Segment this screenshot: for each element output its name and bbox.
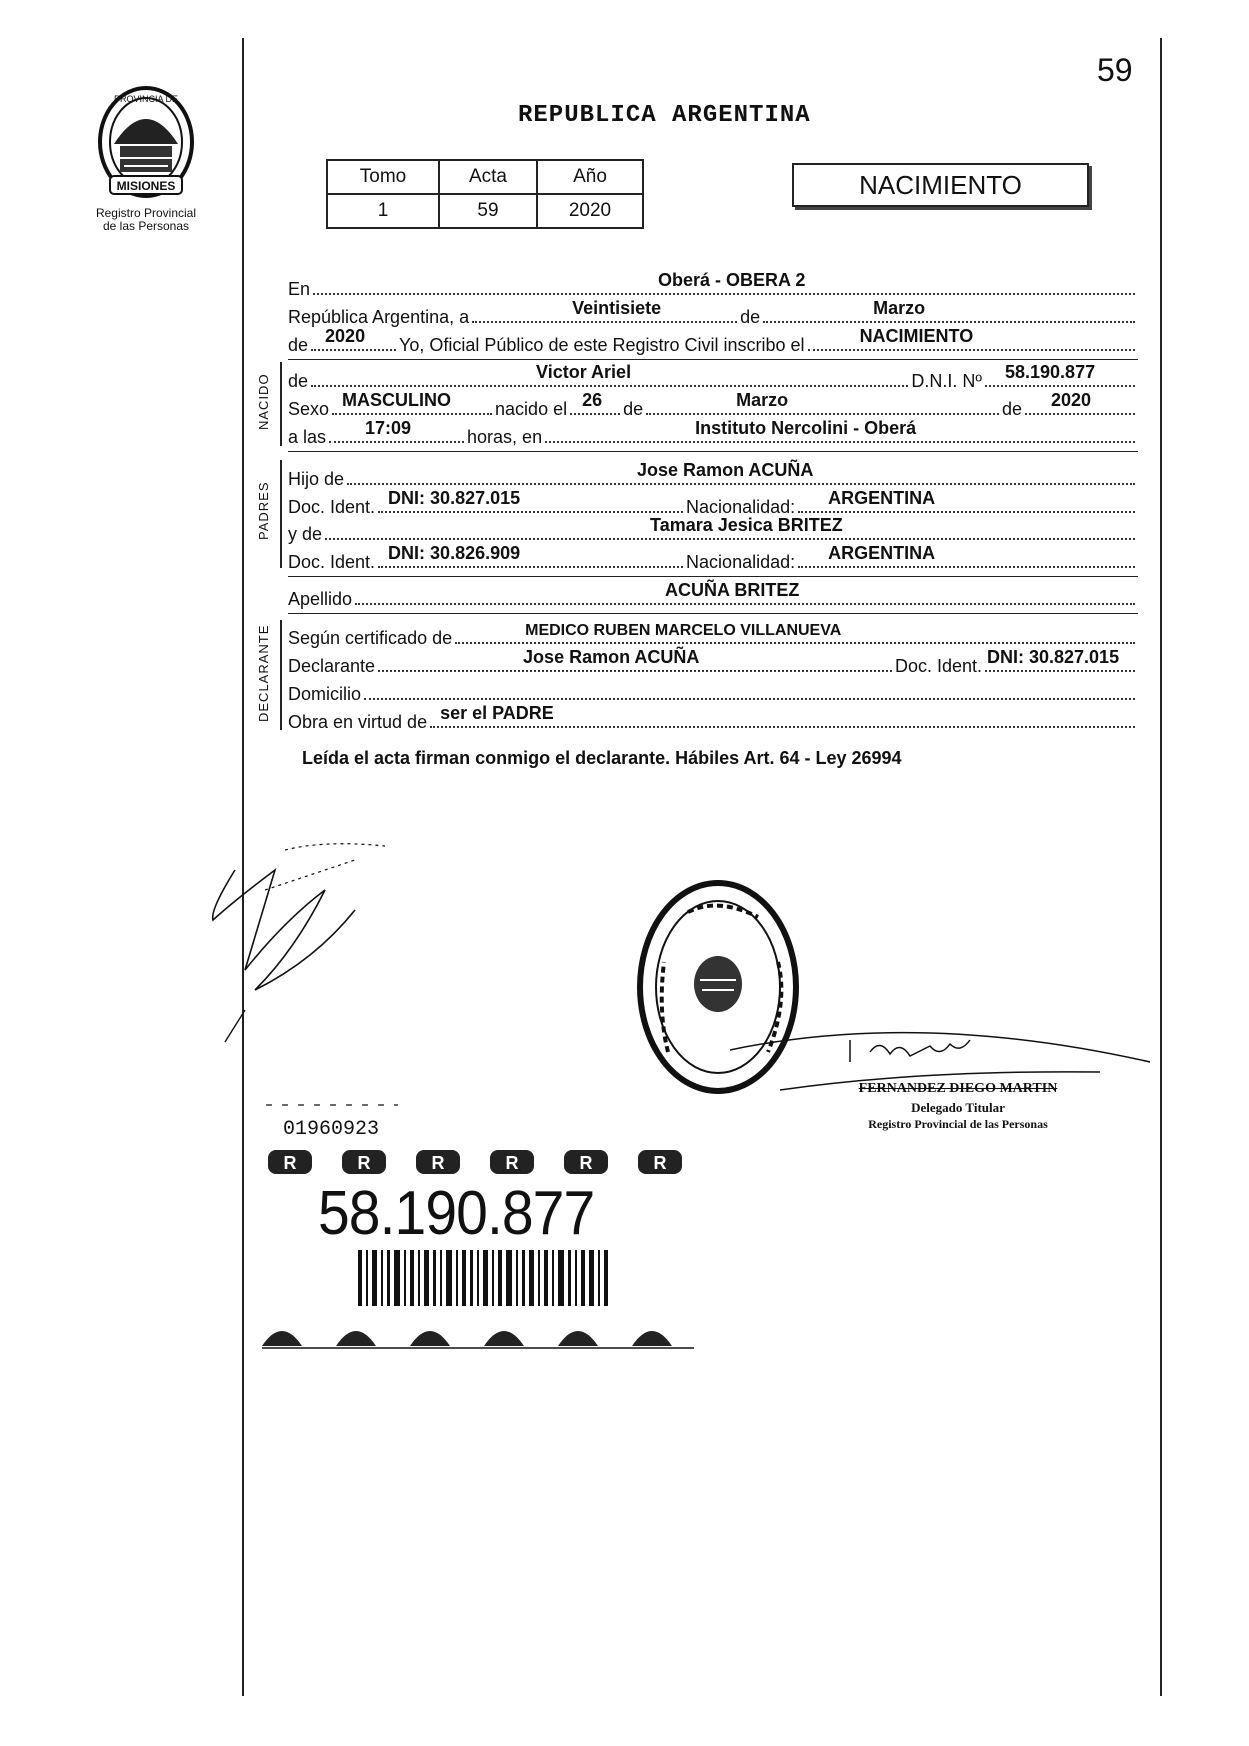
table-value-anio: 2020 <box>537 194 643 228</box>
official-org: Registro Provincial de las Personas <box>868 1117 1048 1131</box>
stamp-dni-number: 58.190.877 <box>318 1179 595 1248</box>
row-mother-doc <box>288 543 1138 573</box>
value-day: Veintisiete <box>572 298 662 318</box>
official-name: FERNANDEZ DIEGO MARTIN <box>858 1081 1058 1096</box>
label-apellido: Apellido <box>288 589 353 609</box>
label-dni: D.N.I. Nº <box>911 371 982 391</box>
value-father-doc: DNI: 30.827.015 <box>388 488 521 508</box>
org-name-line1: Registro Provincial <box>95 206 197 220</box>
label-de2: de <box>288 335 309 355</box>
table-value-tomo: 1 <box>327 194 439 228</box>
table-header-anio: Año <box>537 160 643 194</box>
label-decl-doc: Doc. Ident. <box>894 656 982 676</box>
svg-text:PROVINCIA DE: PROVINCIA DE <box>113 94 179 104</box>
row-name <box>288 362 1138 392</box>
act-type-box: NACIMIENTO <box>792 163 1089 207</box>
value-declarante: Jose Ramon ACUÑA <box>523 647 700 667</box>
declarant-signature <box>205 830 405 1050</box>
value-decl-doc: DNI: 30.827.015 <box>987 647 1120 667</box>
org-name-line2: de las Personas <box>102 219 190 233</box>
label-nacionalidad: Nacionalidad: <box>686 552 796 572</box>
row-place <box>288 270 1138 300</box>
value-sexo: MASCULINO <box>342 390 452 410</box>
row-year <box>288 326 1138 356</box>
value-year: 2020 <box>325 326 366 346</box>
svg-text:MISIONES: MISIONES <box>116 179 176 193</box>
row-father <box>288 460 1138 490</box>
label-de2: de <box>623 399 644 419</box>
row-cert <box>288 623 1138 649</box>
svg-text:R: R <box>653 1153 667 1173</box>
label-declarante: Declarante <box>288 656 376 676</box>
row-date <box>288 298 1138 328</box>
value-birth-year: 2020 <box>1051 390 1092 410</box>
table-header-tomo: Tomo <box>327 160 439 194</box>
value-mother: Tamara Jesica BRITEZ <box>650 515 843 535</box>
label-domicilio: Domicilio <box>288 684 362 704</box>
label-cert: Según certificado de <box>288 628 453 648</box>
registry-table <box>326 159 644 229</box>
intro-text: Yo, Oficial Público de este Registro Civil inscribo el <box>399 335 805 355</box>
padres-section-bar <box>280 460 282 568</box>
label-de: de <box>740 307 761 327</box>
label-hijo-de: Hijo de <box>288 469 345 489</box>
label-de: de <box>288 371 309 391</box>
value-obra: ser el PADRE <box>440 703 554 723</box>
label-obra: Obra en virtud de <box>288 712 428 732</box>
padres-section-label: PADRES <box>256 481 271 540</box>
stamp-logo-row-bottom <box>258 1316 698 1350</box>
label-doc: Doc. Ident. <box>288 552 376 572</box>
row-apellido <box>288 580 1138 610</box>
svg-text:R: R <box>357 1153 371 1173</box>
page-number: 59 <box>1097 52 1133 88</box>
value-father-nat: ARGENTINA <box>828 488 936 508</box>
value-birth-day: 26 <box>582 390 603 410</box>
nacido-section-label: NACIDO <box>256 373 271 430</box>
row-sexo <box>288 390 1138 420</box>
stamp-serial: 01960923 <box>283 1118 380 1141</box>
value-act-word: NACIMIENTO <box>859 326 974 346</box>
document-heading: REPUBLICA ARGENTINA <box>518 102 811 129</box>
value-father: Jose Ramon ACUÑA <box>637 460 814 480</box>
value-apellido: ACUÑA BRITEZ <box>665 580 800 600</box>
value-time: 17:09 <box>365 418 412 438</box>
table-value-acta: 59 <box>439 194 537 228</box>
value-dni: 58.190.877 <box>1005 362 1096 382</box>
declarante-section-label: DECLARANTE <box>256 624 271 722</box>
row-declarante <box>288 647 1138 677</box>
label-en: En <box>288 279 311 299</box>
svg-text:R: R <box>283 1153 297 1173</box>
label-sexo: Sexo <box>288 399 330 419</box>
value-cert: MEDICO RUBEN MARCELO VILLANUEVA <box>525 622 842 639</box>
province-seal-logo <box>90 84 202 202</box>
label-country: República Argentina, a <box>288 307 470 327</box>
value-month: Marzo <box>873 298 926 318</box>
svg-text:R: R <box>431 1153 445 1173</box>
nacido-section-bar <box>280 362 282 446</box>
table-header-acta: Acta <box>439 160 537 194</box>
value-mother-doc: DNI: 30.826.909 <box>388 543 521 563</box>
svg-text:R: R <box>505 1153 519 1173</box>
label-y-de: y de <box>288 524 323 544</box>
stamp-top-marks <box>262 1095 402 1109</box>
legal-text: Leída el acta firman conmigo el declarante. Hábiles Art. 64 - Ley 26994 <box>302 748 902 768</box>
stamp-logo-row-top <box>262 1144 692 1178</box>
right-margin-line <box>1160 38 1162 1696</box>
row-obra <box>288 703 1138 733</box>
label-a-las: a las <box>288 427 327 447</box>
row-domicilio <box>288 679 1138 705</box>
row-mother <box>288 515 1138 545</box>
label-nacido-el: nacido el <box>495 399 568 419</box>
declarante-section-bar <box>280 620 282 730</box>
label-doc: Doc. Ident. <box>288 497 376 517</box>
label-horas: horas, en <box>467 427 543 447</box>
official-title: Delegado Titular <box>911 1100 1005 1115</box>
stamp-barcode <box>358 1250 628 1306</box>
svg-text:R: R <box>579 1153 593 1173</box>
value-mother-nat: ARGENTINA <box>828 543 936 563</box>
value-birth-place: Instituto Nercolini - Oberá <box>695 418 917 438</box>
label-nacionalidad: Nacionalidad: <box>686 497 796 517</box>
value-birth-month: Marzo <box>736 390 789 410</box>
row-time <box>288 418 1138 448</box>
value-name: Victor Ariel <box>536 362 632 382</box>
label-de3: de <box>1001 399 1022 419</box>
value-place: Oberá - OBERA 2 <box>658 270 806 290</box>
